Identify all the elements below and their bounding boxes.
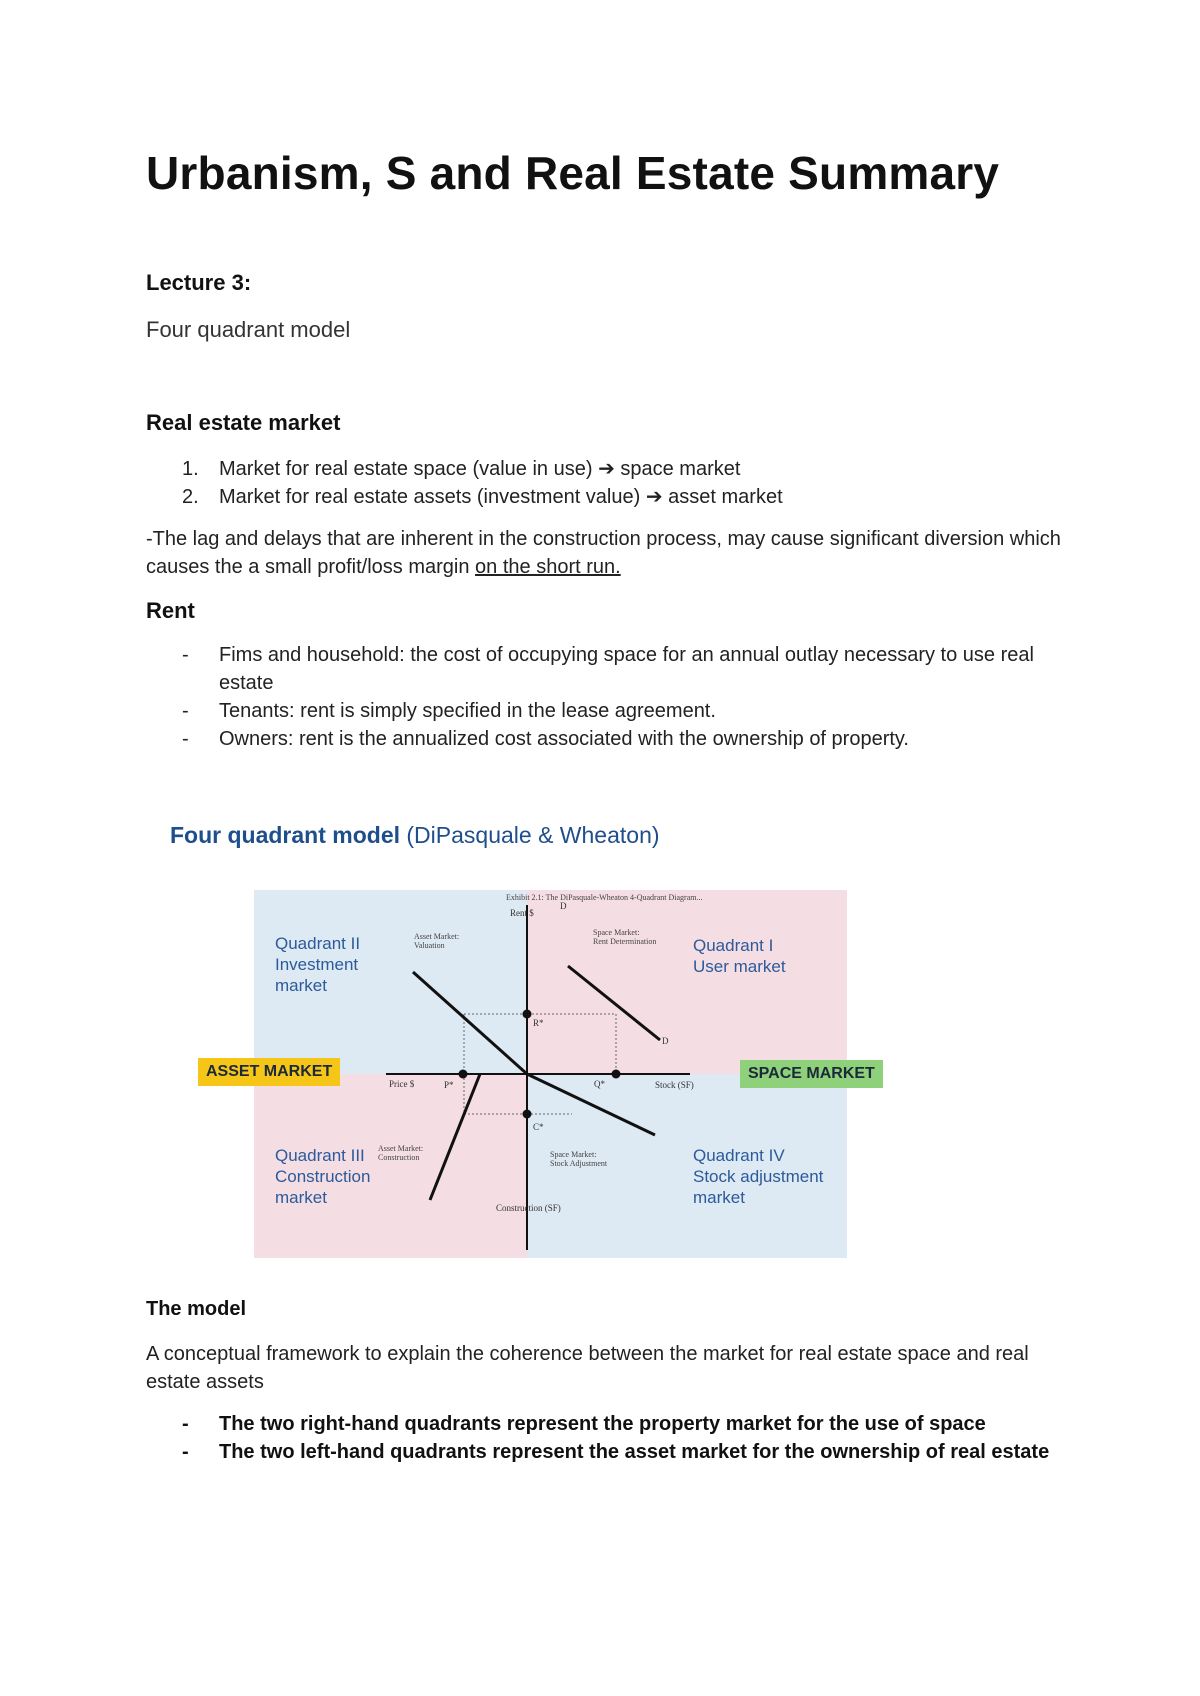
construction-axis-label: Construction (SF): [496, 1203, 561, 1213]
quadrant-iii-label: Quadrant III Construction market: [275, 1146, 371, 1207]
list-item: 1. Market for real estate space (value in use) ➔ space market: [182, 458, 741, 480]
lecture-subtitle: Four quadrant model: [146, 317, 351, 342]
space-stock-label: Space Market: Stock Adjustment: [550, 1150, 608, 1168]
space-market-tag: SPACE MARKET: [740, 1060, 883, 1088]
list-item: - The two right-hand quadrants represent the property market for the use of space: [182, 1413, 986, 1435]
asset-market-tag: ASSET MARKET: [198, 1058, 340, 1086]
real-estate-market-heading: Real estate market: [146, 410, 341, 435]
rent-heading: Rent: [146, 598, 195, 623]
space-rent-label: Space Market: Rent Determination: [593, 928, 657, 946]
exhibit-caption: Exhibit 2.1: The DiPasquale-Wheaton 4-Quadrant Diagram...: [506, 893, 703, 902]
r-star-label: R*: [533, 1018, 544, 1028]
p-star-label: P*: [444, 1080, 454, 1090]
stock-equilibrium-point: [612, 1070, 621, 1079]
c-star-label: C*: [533, 1122, 544, 1132]
asset-construction-label: Asset Market: Construction: [378, 1144, 424, 1162]
quadrant-i-background: [527, 890, 847, 1074]
list-item: - Owners: rent is the annualized cost associated with the ownership of property.: [182, 728, 909, 750]
quadrant-i-label: Quadrant I User market: [693, 936, 786, 976]
model-list: [146, 1410, 1066, 1466]
rent-equilibrium-point: [523, 1010, 532, 1019]
quadrant-ii-label: Quadrant II Investment market: [275, 934, 361, 995]
lecture-heading: Lecture 3:: [146, 270, 252, 295]
model-heading: The model: [146, 1298, 247, 1320]
q-star-label: Q*: [594, 1079, 605, 1089]
quadrant-iv-label: Quadrant IV Stock adjustment market: [693, 1146, 824, 1207]
stock-axis-label: Stock (SF): [655, 1080, 694, 1090]
list-item: 2. Market for real estate assets (investment value) ➔ asset market: [182, 486, 783, 508]
lag-paragraph: -The lag and delays that are inherent in the construction process, may cause significant diversion which causes the a small profit/loss margin on the short run.: [146, 528, 1061, 578]
asset-valuation-label: Asset Market: Valuation: [414, 932, 460, 950]
list-item: - The two left-hand quadrants represent the asset market for the ownership of real estate: [182, 1441, 1050, 1463]
page-title: Urbanism, S and Real Estate Summary: [146, 147, 1000, 199]
price-equilibrium-point: [459, 1070, 468, 1079]
model-paragraph: A conceptual framework to explain the coherence between the market for real estate space and real estate assets: [146, 1343, 1029, 1393]
construction-equilibrium-point: [523, 1110, 532, 1119]
demand-top-label: D: [560, 901, 567, 911]
figure-title: Four quadrant model (DiPasquale & Wheaton): [170, 822, 660, 848]
price-axis-label: Price $: [389, 1079, 415, 1089]
list-item: - Fims and household: the cost of occupying space for an annual outlay necessary to use real estate: [182, 644, 1034, 694]
list-item: - Tenants: rent is simply specified in the lease agreement.: [182, 700, 716, 722]
rent-axis-label: Rent $: [510, 908, 534, 918]
demand-curve-label: D: [662, 1036, 669, 1046]
